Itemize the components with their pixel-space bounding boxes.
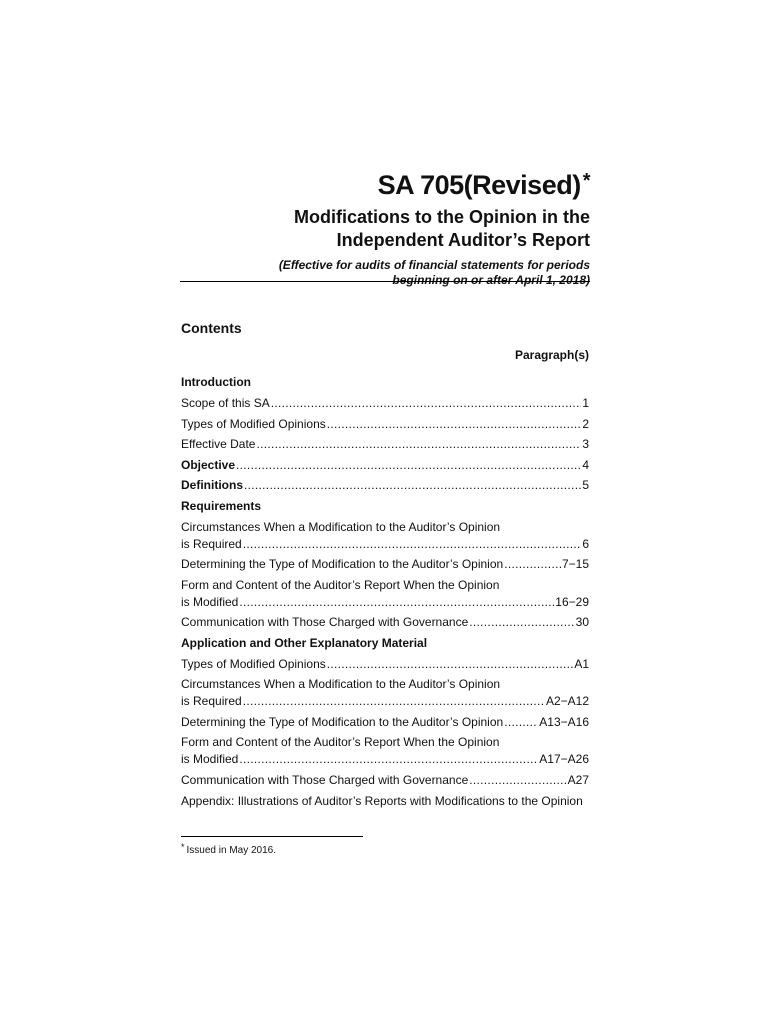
toc-entry-paragraph: 30 [575, 615, 589, 629]
leader-dots [239, 751, 538, 767]
leader-dots [504, 714, 538, 730]
toc-entry-paragraph: 4 [582, 457, 589, 472]
toc-entry-label: Objective [181, 457, 236, 472]
leader-dots [256, 436, 581, 452]
toc-entry-paragraph: 5 [582, 478, 589, 492]
toc-entry[interactable] [181, 656, 589, 677]
toc-entry[interactable] [181, 676, 589, 709]
toc-entry-paragraph: A13−A16 [539, 714, 589, 729]
leader-dots [239, 594, 554, 610]
toc-entry-label: is Modified [181, 594, 239, 609]
subtitle-line-2: Independent Auditor’s Report [336, 230, 590, 250]
toc-entry[interactable] [181, 556, 589, 577]
effective-line-2: beginning on or after April 1, 2018) [392, 273, 590, 287]
toc-entry-paragraph: 3 [582, 437, 589, 451]
paragraphs-column-heading: Paragraph(s) [514, 348, 589, 362]
toc-entry-appendix[interactable]: Appendix: Illustrations of Auditor’s Reports with Modifications to the Opinion [181, 794, 583, 808]
footnote-text: Issued in May 2016. [186, 845, 277, 856]
table-of-contents [181, 374, 589, 809]
toc-entry-objective[interactable] [181, 457, 589, 478]
toc-entry-label: is Required [181, 694, 242, 708]
toc-entry[interactable] [181, 714, 589, 735]
toc-entry[interactable] [181, 416, 589, 437]
effective-note [170, 258, 590, 288]
leader-dots [243, 536, 582, 552]
toc-entry-paragraph: A17−A26 [539, 752, 589, 766]
leader-dots [327, 416, 582, 432]
toc-entry[interactable] [181, 519, 589, 552]
toc-entry-label-line: Form and Content of the Auditor’s Report When the Opinion [181, 577, 500, 592]
leader-dots [469, 772, 566, 788]
leader-dots [469, 614, 574, 630]
section-heading-application: Application and Other Explanatory Material [181, 635, 428, 650]
toc-entry-label: is Modified [181, 752, 239, 766]
toc-entry-label-line: Form and Content of the Auditor’s Report When the Opinion [181, 735, 500, 749]
toc-entry-label: Determining the Type of Modification to the Auditor’s Opinion [181, 714, 504, 729]
toc-entry-label: Types of Modified Opinions [181, 656, 326, 671]
leader-dots [244, 477, 581, 493]
toc-entry-label: Types of Modified Opinions [181, 416, 326, 431]
section-heading-introduction: Introduction [181, 375, 251, 389]
toc-entry-label-line: Circumstances When a Modification to the Auditor’s Opinion [181, 677, 501, 691]
toc-entry-definitions[interactable] [181, 477, 589, 498]
footnote-marker: * [582, 170, 590, 192]
toc-entry[interactable] [181, 614, 589, 635]
toc-entry-paragraph: 1 [582, 396, 589, 410]
title-divider [180, 281, 590, 282]
toc-entry[interactable] [181, 436, 589, 457]
standard-title-text: SA 705(Revised) [377, 170, 581, 200]
toc-entry-paragraph: 6 [582, 536, 589, 551]
contents-heading: Contents [181, 320, 242, 336]
toc-entry-paragraph: A27 [567, 772, 589, 787]
leader-dots [504, 556, 561, 572]
toc-entry-paragraph: 16−29 [555, 594, 589, 609]
toc-entry[interactable] [181, 577, 589, 610]
toc-entry-paragraph: A2−A12 [545, 694, 589, 708]
toc-entry[interactable] [181, 772, 589, 793]
toc-entry-label-line: Circumstances When a Modification to the Auditor’s Opinion [181, 519, 501, 534]
toc-entry[interactable] [181, 395, 589, 416]
footnote-marker: * [181, 842, 185, 852]
toc-entry-paragraph: A1 [574, 656, 589, 671]
leader-dots [327, 656, 574, 672]
toc-entry-label: Scope of this SA [181, 396, 270, 410]
toc-entry-label: Communication with Those Charged with Governance [181, 615, 469, 629]
toc-entry-label: is Required [181, 536, 242, 551]
standard-title [170, 166, 590, 204]
leader-dots [271, 395, 582, 411]
standard-subtitle [170, 206, 590, 252]
footnote [181, 842, 277, 856]
leader-dots [236, 457, 581, 473]
toc-entry-paragraph: 2 [582, 416, 589, 431]
toc-entry-label: Determining the Type of Modification to the Auditor’s Opinion [181, 557, 504, 571]
toc-entry-label: Communication with Those Charged with Governance [181, 772, 469, 787]
section-heading-requirements: Requirements [181, 498, 262, 513]
footnote-divider [181, 836, 363, 837]
effective-line-1: (Effective for audits of financial statements for periods [278, 258, 590, 272]
toc-entry-label: Definitions [181, 478, 243, 492]
title-block [170, 166, 590, 288]
toc-entry[interactable] [181, 734, 589, 767]
subtitle-line-1: Modifications to the Opinion in the [294, 207, 590, 227]
leader-dots [243, 693, 545, 709]
toc-entry-paragraph: 7−15 [561, 557, 589, 571]
toc-entry-label: Effective Date [181, 437, 256, 451]
